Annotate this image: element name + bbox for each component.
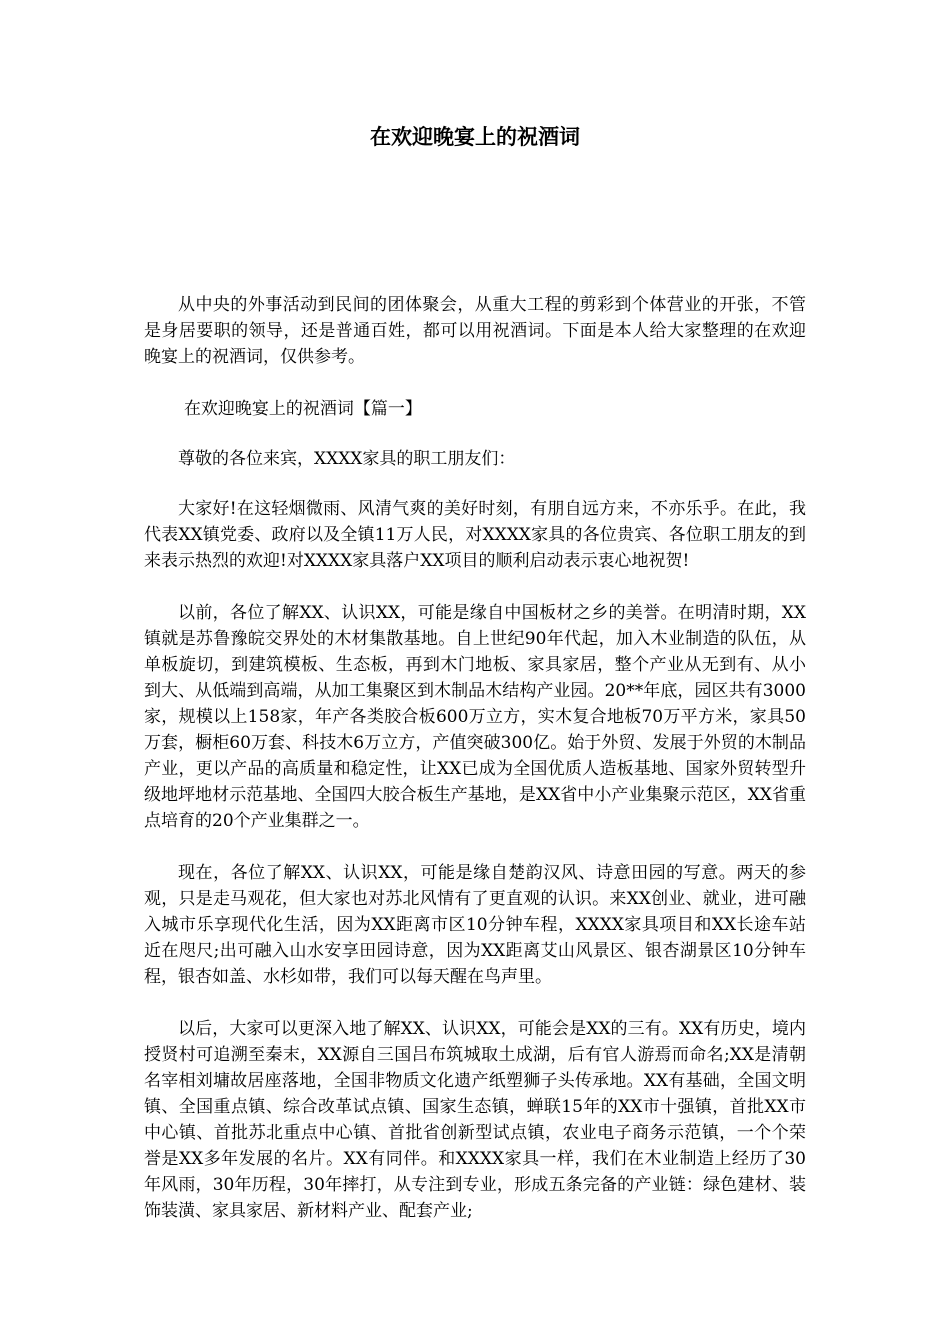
document-body [144, 292, 806, 1250]
future-paragraph: 以后，大家可以更深入地了解XX、认识XX，可能会是XX的三有。XX有历史，境内授贤村可追溯至秦末，XX源自三国吕布筑城取土成湖，后有官人游焉而命名;XX是清朝名宰相刘墉故居座落地，全国非物质文化遗产纸塑狮子头传承地。XX有基础，全国文明镇、全国重点镇、综合改革试点镇、国家生态镇，蝉联15年的XX市十强镇，首批XX市中心镇、首批苏北重点中心镇、首批省创新型试点镇，农业电子商务示范镇，一个个荣誉是XX多年发展的名片。XX有同伴。和XXXX家具一样，我们在木业制造上经历了30年风雨，30年历程，30年摔打，从专注到专业，形成五条完备的产业链：绿色建材、装饰装潢、家具家居、新材料产业、配套产业; [144, 1019, 806, 1221]
present-paragraph: 现在，各位了解XX、认识XX，可能是缘自楚韵汉风、诗意田园的写意。两天的参观，只是走马观花，但大家也对苏北风情有了更直观的认识。来XX创业、就业，进可融入城市乐享现代化生活，因为XX距离市区10分钟车程，XXXX家具项目和XX长途车站近在咫尺;出可融入山水安享田园诗意，因为XX距离艾山风景区、银杏湖景区10分钟车程，银杏如盖、水杉如带，我们可以每天醒在鸟声里。 [144, 863, 806, 987]
document-title: 在欢迎晚宴上的祝酒词 [370, 124, 580, 149]
salutation-paragraph: 尊敬的各位来宾，XXXX家具的职工朋友们： [178, 449, 516, 469]
history-paragraph: 以前，各位了解XX、认识XX，可能是缘自中国板材之乡的美誉。在明清时期，XX镇就是苏鲁豫皖交界处的木材集散基地。自上世纪90年代起，加入木业制造的队伍，从单板旋切，到建筑模板、生态板，再到木门地板、家具家居，整个产业从无到有、从小到大、从低端到高端，从加工集聚区到木制品木结构产业园。20**年底，园区共有3000家，规模以上158家，年产各类胶合板600万立方，实木复合地板70万平方米，家具50万套，橱柜60万套、科技木6万立方，产值突破300亿。始于外贸、发展于外贸的木制品产业，更以产品的高质量和稳定性，让XX已成为全国优质人造板基地、国家外贸转型升级地坪地材示范基地、全国四大胶合板生产基地，是XX省中小产业集聚示范区，XX省重点培育的20个产业集群之一。 [144, 603, 806, 831]
intro-paragraph: 从中央的外事活动到民间的团体聚会，从重大工程的剪彩到个体营业的开张，不管是身居要职的领导，还是普通百姓，都可以用祝酒词。下面是本人给大家整理的在欢迎晚宴上的祝酒词，仅供参考。 [144, 295, 806, 367]
section-heading: 在欢迎晚宴上的祝酒词【篇一】 [183, 399, 422, 419]
welcome-paragraph: 大家好!在这轻烟微雨、风清气爽的美好时刻，有朋自远方来，不亦乐乎。在此，我代表XX镇党委、政府以及全镇11万人民，对XXXX家具的各位贵宾、各位职工朋友的到来表示热烈的欢迎!对XXXX家具落户XX项目的顺利启动表示衷心地祝贺! [144, 499, 806, 571]
